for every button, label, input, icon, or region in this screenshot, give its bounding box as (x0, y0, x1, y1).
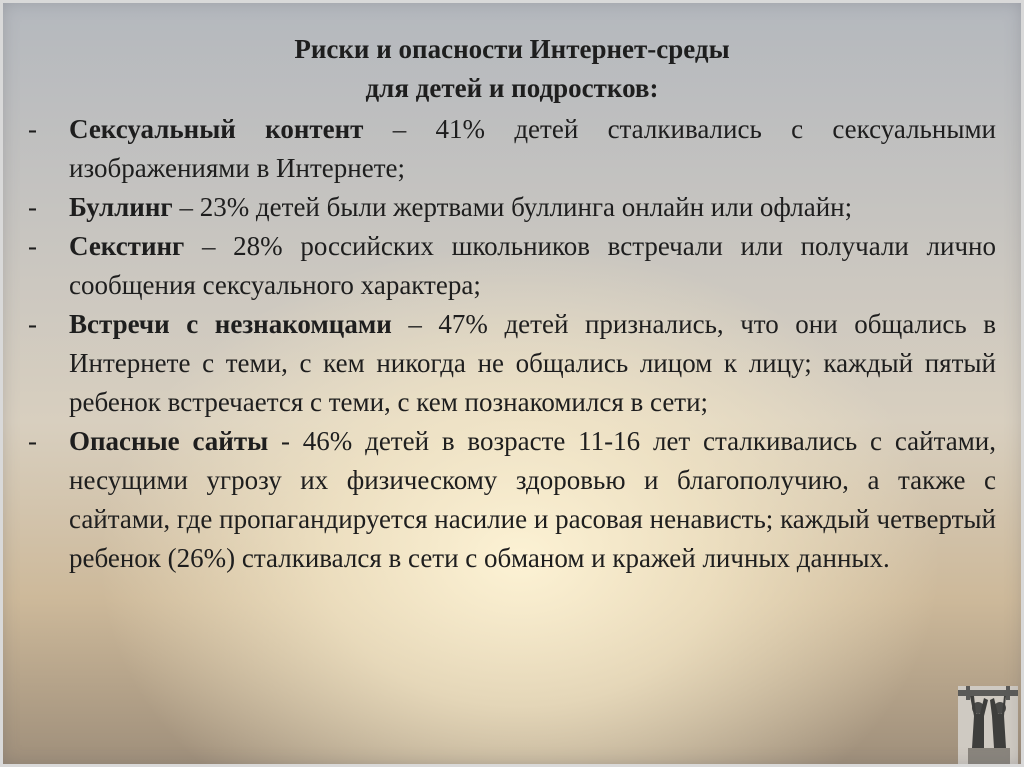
item-term: Сексуальный контент (69, 114, 364, 144)
monument-statue-icon (958, 686, 1018, 766)
slide-title (0, 30, 1024, 108)
item-text: – 47% детей признались, что они общались в Интернете с теми, с кем никогда не общались лицом к лицу; каждый пятый ребенок встречается с теми, с кем познакомился в сети; (69, 309, 996, 417)
list-item (28, 422, 996, 578)
item-term: Опасные сайты (69, 426, 269, 456)
bullet-dash: - (28, 114, 37, 144)
item-term: Секстинг (69, 231, 185, 261)
bullet-dash: - (28, 192, 37, 222)
bullet-dash: - (28, 426, 37, 456)
item-text: – 41% детей сталкивались с сексуальными изображениями в Интернете; (69, 114, 996, 183)
title-line-2: для детей и подростков: (365, 73, 659, 103)
risk-list (28, 110, 996, 578)
item-text: – 28% российских школьников встречали или получали лично сообщения сексуального характера; (69, 231, 996, 300)
item-term: Встречи с незнакомцами (69, 309, 392, 339)
list-item (28, 305, 996, 422)
list-item (28, 110, 996, 188)
bullet-dash: - (28, 231, 37, 261)
item-term: Буллинг (69, 192, 173, 222)
list-item (28, 227, 996, 305)
bullet-dash: - (28, 309, 37, 339)
item-text: – 23% детей были жертвами буллинга онлайн или офлайн; (172, 192, 853, 222)
title-line-1: Риски и опасности Интернет-среды (294, 34, 730, 64)
item-text: - 46% детей в возрасте 11-16 лет сталкивались с сайтами, несущими угрозу их физическому здоровью и благополучию, а также с сайтами, где пропагандируется насилие и расовая ненависть; каждый четвертый ребенок (26%) сталкивался в сети с обманом и кражей личных данных. (69, 426, 996, 573)
list-item (28, 188, 996, 227)
